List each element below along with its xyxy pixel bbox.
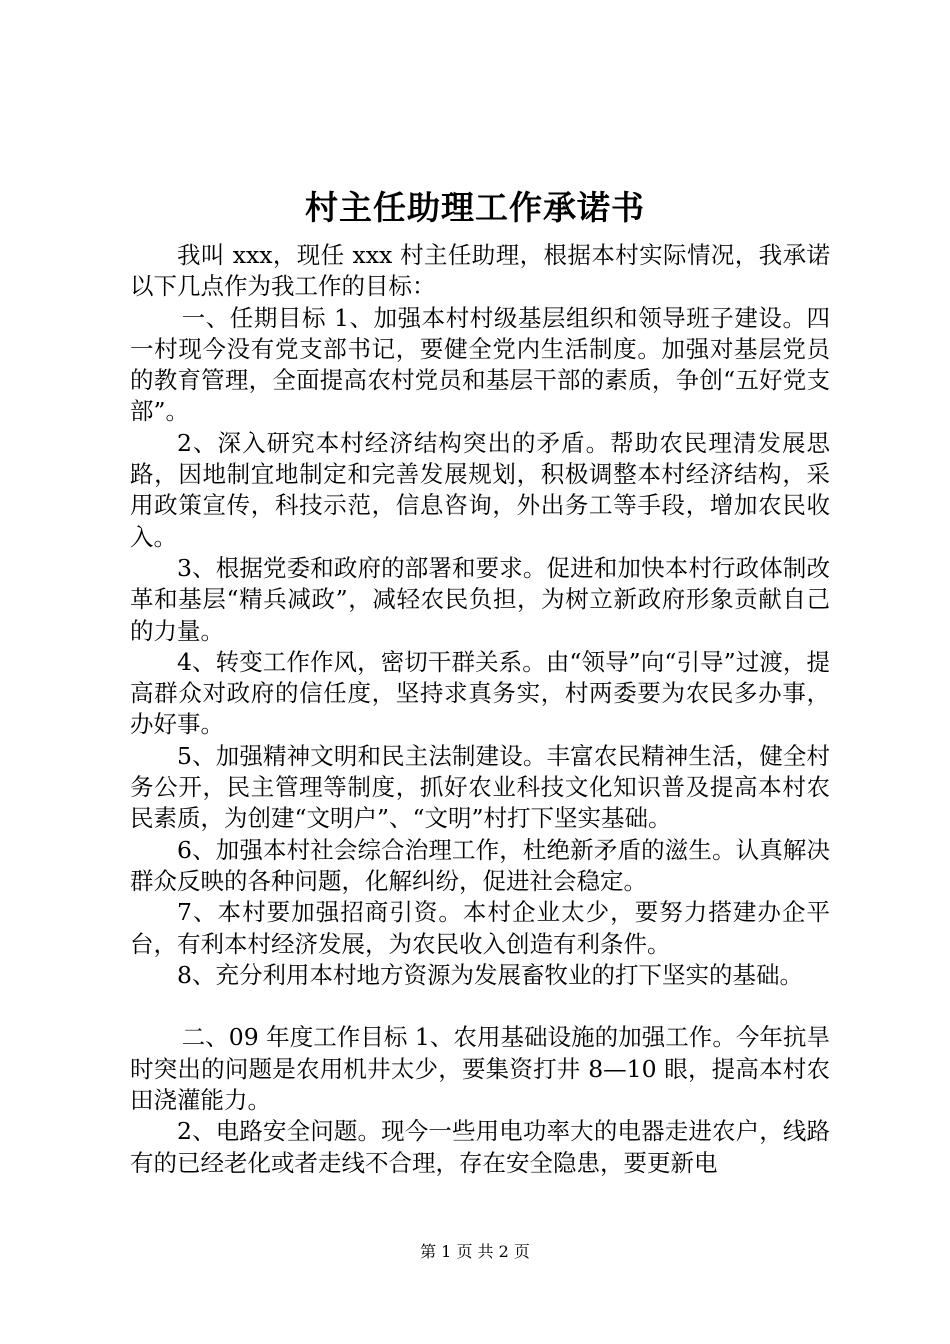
paragraph-intro: 我叫 xxx，现任 xxx 村主任助理，根据本村实际情况，我承诺以下几点作为我工作的目标： — [130, 241, 830, 301]
paragraph-term-goal-8: 8、充分利用本村地方资源为发展畜牧业的打下坚实的基础。 — [177, 960, 803, 989]
paragraph-term-goal-4: 4、转变工作作风，密切干群关系。由“领导”向“引导”过渡，提高群众对政府的信任度，坚持求真务实，村两委要为农民多办事，办好事。 — [130, 647, 830, 739]
paragraph-term-goal-3: 3、根据党委和政府的部署和要求。促进和加快本村行政体制改革和基层“精兵减政”，减轻农民负担，为树立新政府形象贡献自己的力量。 — [130, 553, 830, 645]
blank-line — [130, 991, 830, 1022]
paragraph-term-goal-5: 5、加强精神文明和民主法制建设。丰富农民精神生活，健全村务公开，民主管理等制度，抓好农业科技文化知识普及提高本村农民素质，为创建“文明户”、“文明”村打下坚实基础。 — [130, 741, 830, 833]
document-body — [130, 240, 830, 1179]
paragraph-term-goal-7: 7、本村要加强招商引资。本村企业太少，要努力搭建办企平台，有利本村经济发展，为农民收入创造有利条件。 — [130, 898, 830, 958]
paragraph-term-goal-2: 2、深入研究本村经济结构突出的矛盾。帮助农民理清发展思路，因地制宜地制定和完善发展规划，积极调整本村经济结构，采用政策宣传，科技示范，信息咨询，外出务工等手段，增加农民收入。 — [130, 428, 830, 551]
document-title: 村主任助理工作承诺书 — [305, 188, 645, 227]
page-footer: 第 1 页 共 2 页 — [420, 1242, 530, 1261]
paragraph-annual-goal-2: 2、电路安全问题。现今一些用电功率大的电器走进农户，线路有的已经老化或者走线不合理，存在安全隐患，要更新电 — [130, 1117, 830, 1177]
paragraph-term-goal-6: 6、加强本村社会综合治理工作，杜绝新矛盾的滋生。认真解决群众反映的各种问题，化解纠纷，促进社会稳定。 — [130, 835, 830, 895]
paragraph-term-goal-1: 一、任期目标 1、加强本村村级基层组织和领导班子建设。四一村现今没有党支部书记，要健全党内生活制度。加强对基层党员的教育管理，全面提高农村党员和基层干部的素质，争创“五好党支部”。 — [130, 303, 830, 426]
paragraph-annual-goal-1: 二、09 年度工作目标 1、农用基础设施的加强工作。今年抗旱时突出的问题是农用机井太少，要集资打井 8—10 眼，提高本村农田浇灌能力。 — [130, 1023, 830, 1115]
